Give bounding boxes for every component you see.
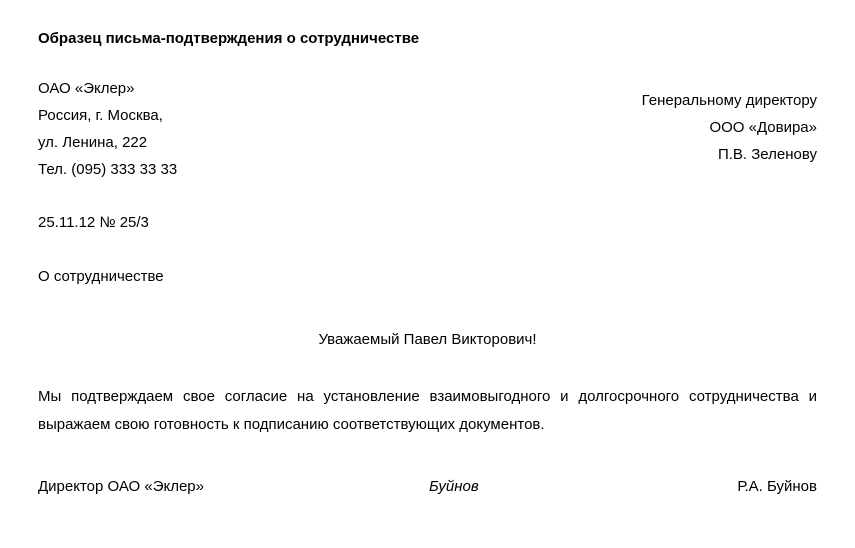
sender-company: ОАО «Эклер» xyxy=(38,80,135,97)
sender-address-line-2: ул. Ленина, 222 xyxy=(38,134,148,151)
recipient-name: П.В. Зеленову xyxy=(717,146,817,163)
handwritten-signature: Буйнов xyxy=(429,478,479,495)
recipient-position: Генеральному директору xyxy=(641,92,817,109)
letter-greeting: Уважаемый Павел Викторович! xyxy=(318,331,537,348)
sender-block xyxy=(38,75,177,183)
letter-subject: О сотрудничестве xyxy=(38,268,164,285)
sender-address-line-1: Россия, г. Москва, xyxy=(38,107,163,124)
signatory-name: Р.А. Буйнов xyxy=(737,478,817,495)
signature-row xyxy=(38,478,817,502)
sender-phone: Тел. (095) 333 33 33 xyxy=(38,161,178,178)
signatory-position: Директор ОАО «Эклер» xyxy=(38,478,204,495)
letter-body: Мы подтверждаем свое согласие на установление взаимовыгодного и долгосрочного сотрудничества и выражаем свою готовность к подписанию соответствующих документов. xyxy=(38,388,817,433)
recipient-block xyxy=(642,87,817,168)
reference-number: 25.11.12 № 25/3 xyxy=(38,214,149,231)
document-title: Образец письма-подтверждения о сотрудничестве xyxy=(38,30,420,47)
recipient-company: ООО «Довира» xyxy=(709,119,817,136)
